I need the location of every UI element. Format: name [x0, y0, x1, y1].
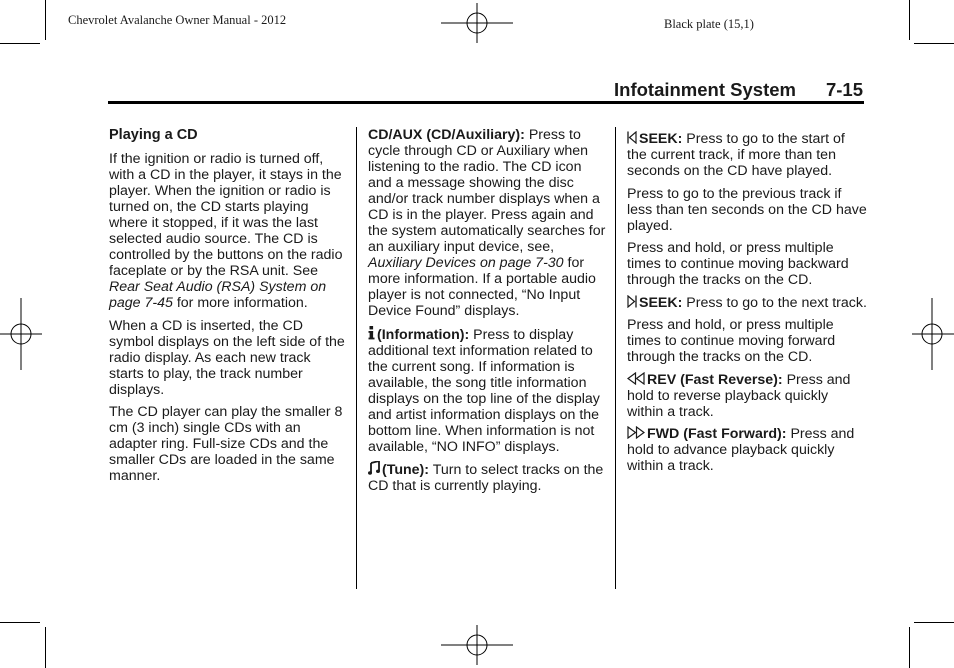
seek-back-entry — [627, 131, 867, 179]
cdaux-label: CD/AUX (CD/Auxiliary): — [368, 127, 525, 143]
section-header — [614, 79, 863, 101]
paragraph: Press to go to the previous track if less than ten seconds on the CD have played. — [627, 185, 867, 234]
heading-playing-cd: Playing a CD — [109, 127, 198, 143]
entry-text: Press to cycle through CD or Auxiliary when listening to the radio. The CD icon and a message showing the disc and/or track number displays when a CD is in the player. Press again and the system automatically searches for an auxiliary input device, see, — [368, 127, 606, 255]
entry-text: Press and hold to advance playback quickly within a track. — [627, 426, 855, 474]
column-divider — [615, 127, 616, 589]
cross-reference: Rear Seat Audio (RSA) System on page 7-45 — [109, 279, 327, 311]
manual-title: Chevrolet Avalanche Owner Manual - 2012 — [68, 13, 287, 27]
reverse-entry — [627, 372, 867, 420]
paragraph-text: If the ignition or radio is turned off, with a CD in the player, it stays in the player. When the ignition or radio is turned on, the CD starts playing where it stopped, if it was the last selected audio source. The CD is controlled by the buttons on the radio faceplate or by the RSA unit. See — [109, 151, 343, 279]
registration-mark — [441, 625, 513, 665]
crop-mark — [45, 627, 46, 668]
info-label: (Information): — [377, 326, 470, 343]
reverse-label: REV (Fast Reverse): — [647, 371, 783, 388]
section-title: Infotainment System — [614, 79, 796, 100]
crop-mark — [0, 622, 40, 623]
crop-mark — [45, 0, 46, 40]
paragraph: When a CD is inserted, the CD symbol displays on the left side of the radio display. As each new track starts to play, the track number displays. — [109, 317, 345, 398]
crop-mark — [0, 43, 40, 44]
header-rule — [108, 101, 864, 104]
column-2 — [368, 127, 608, 501]
paragraph: Press and hold, or press multiple times to continue moving backward through the tracks on the CD. — [627, 240, 849, 288]
page-number: 7-15 — [825, 79, 863, 100]
reverse-icon — [627, 372, 645, 388]
fast-forward-icon — [627, 426, 645, 442]
seek-forward-icon — [627, 295, 637, 311]
seek-back-icon — [627, 131, 637, 147]
crop-mark — [909, 0, 910, 40]
entry-text: for more information. If a portable audio player is not connected, “No Input Device Found” displays. — [368, 255, 596, 319]
crop-mark — [909, 627, 910, 668]
seek-forward-entry — [627, 295, 867, 311]
registration-mark — [912, 298, 954, 370]
paragraph: Press and hold, or press multiple times to continue moving forward through the tracks on the CD. — [627, 317, 836, 365]
registration-mark — [441, 3, 513, 43]
entry-text: Press to go to the next track. — [682, 294, 867, 311]
registration-mark — [0, 298, 42, 370]
entry-text: Turn to select tracks on the CD that is currently playing. — [368, 462, 604, 494]
music-note-icon — [368, 461, 380, 478]
crop-mark — [914, 622, 954, 623]
plate-label: Black plate (15,1) — [664, 17, 754, 31]
crop-mark — [914, 43, 954, 44]
column-3 — [627, 131, 867, 481]
paragraph — [109, 151, 347, 311]
paragraph: The CD player can play the smaller 8 cm (3 inch) single CDs with an adapter ring. Full-size CDs and the smaller CDs are loaded in the same manner. — [109, 404, 343, 484]
seek-back-label: SEEK: — [639, 131, 683, 147]
seek-forward-label: SEEK: — [639, 294, 683, 311]
paragraph-text: for more information. — [172, 295, 308, 311]
fast-forward-label: FWD (Fast Forward): — [647, 426, 787, 442]
entry-text: Press to display additional text information related to the current song. If information is available, the song title information displays on the top line of the display and artist information displays on the bottom line. When information is not available, “NO INFO” displays. — [368, 326, 600, 455]
info-icon — [368, 326, 375, 343]
fast-forward-entry — [627, 426, 867, 474]
column-1 — [109, 126, 347, 491]
tune-label: (Tune): — [382, 462, 430, 478]
entry-text: Press and hold to reverse playback quickly within a track. — [627, 371, 851, 420]
tune-entry — [368, 461, 608, 494]
column-divider — [356, 127, 357, 589]
info-entry — [368, 326, 608, 455]
cross-reference: Auxiliary Devices on page 7-30 — [368, 255, 564, 271]
cdaux-entry — [368, 127, 608, 319]
entry-text: Press to go to the start of the current track, if more than ten seconds on the CD have played. — [627, 131, 845, 179]
